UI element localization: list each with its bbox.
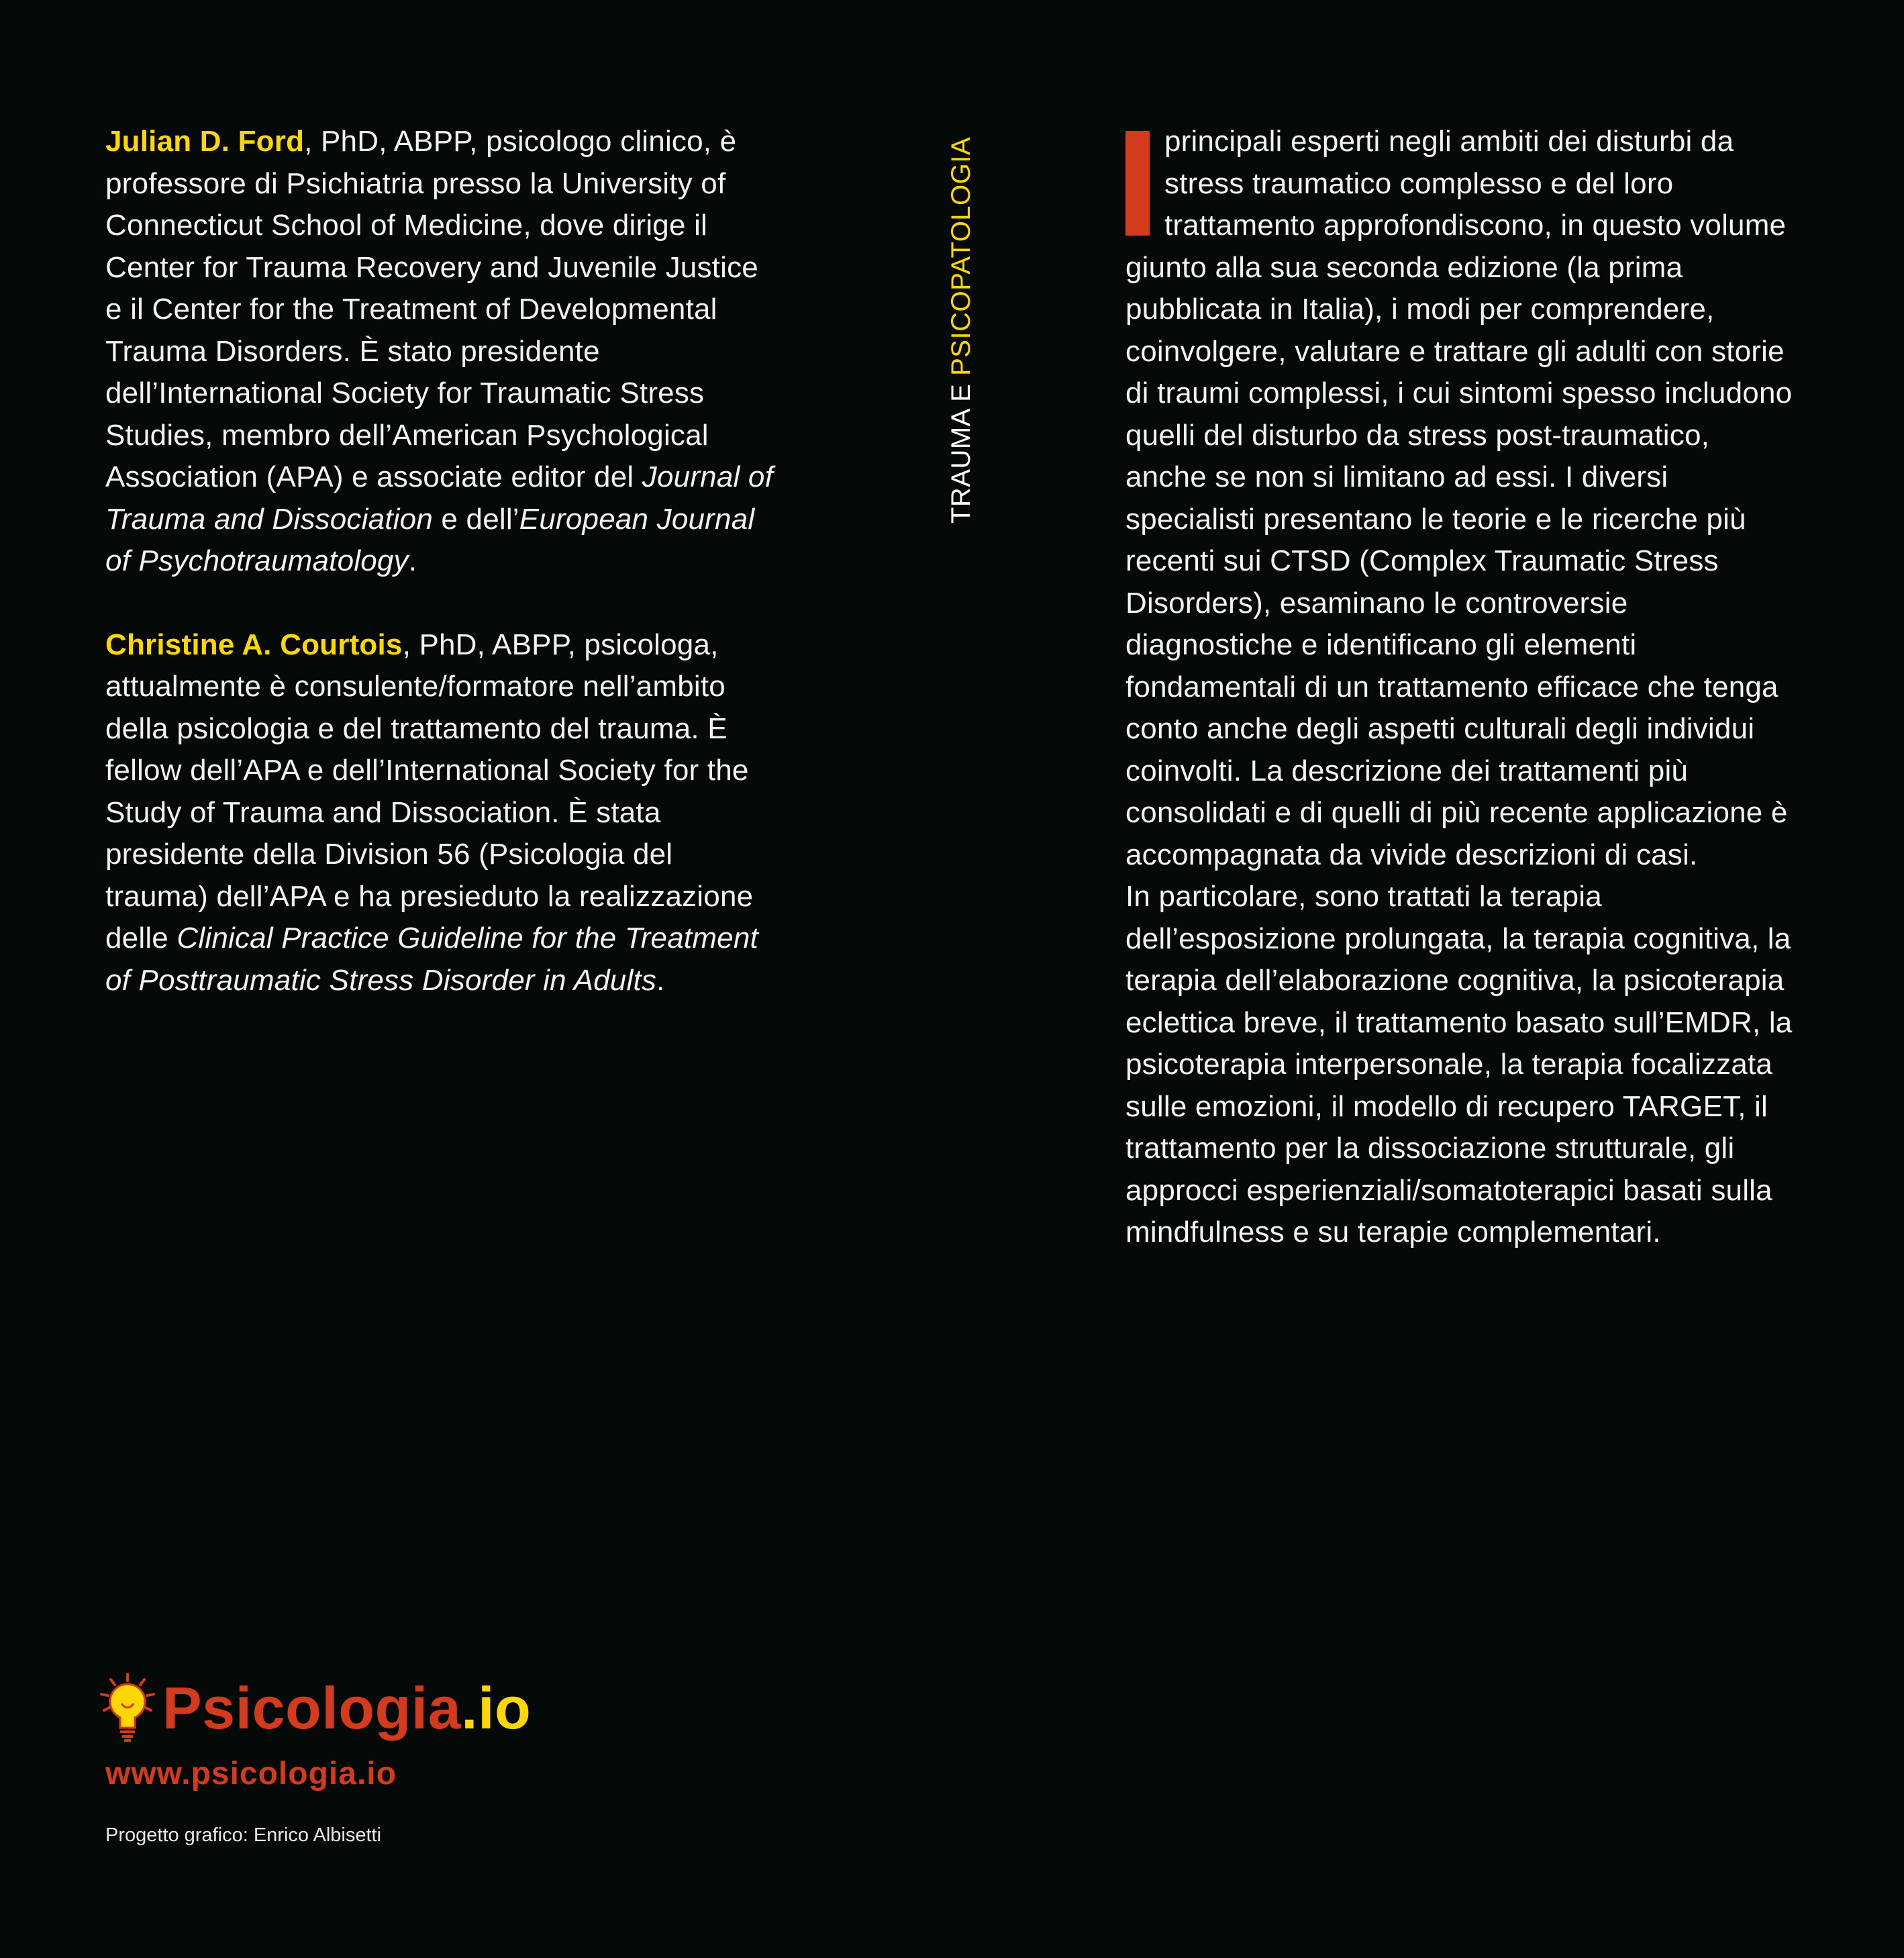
- bio-julian-ford: [105, 121, 776, 583]
- series-title-part1: TRAUMA E: [946, 375, 976, 524]
- logo-tld: .io: [461, 1675, 532, 1741]
- logo-name: Psicologia: [162, 1675, 462, 1741]
- guideline-title: Clinical Practice Guideline for the Treatment of Posttraumatic Stress Disorder in Adults: [105, 922, 758, 997]
- lightbulb-icon: [97, 1671, 161, 1745]
- description-paragraph-2: In particolare, sono trattati la terapia dell’esposizione prolungata, la terapia cognitiva, la terapia dell’elaborazione cognitiva, la psicoterapia eclettica breve, il trattamento basato sull’EMDR, la psicoterapia interpersonale, la terapia focalizzata sulle emozioni, il modello di recupero TARGET, il trattamento per la dissociazione strutturale, gli approcci esperienziali/somatoterapici basati sulla mindfulness e su terapie complementari.: [1125, 880, 1793, 1249]
- book-description: [1125, 121, 1797, 1254]
- description-paragraph-1: principali esperti negli ambiti dei disturbi da stress traumatico complesso e del loro trattamento approfondiscono, in questo volume giunto alla sua seconda edizione (la prima pubblicata in Italia), i modi per comprendere, coinvolgere, valutare e trattare gli adulti con storie di traumi complessi, i cui sintomi spesso includono quelli del disturbo da stress post-traumatico, anche se non si limitano ad essi. I diversi specialisti presentano le teorie e le ricerche più recenti sui CTSD (Complex Traumatic Stress Disorders), esaminano le controversie diagnostiche e identificano gli elementi fondamentali di un trattamento efficace che tenga conto anche degli aspetti culturali degli individui coinvolti. La descrizione dei trattamenti più consolidati e di quelli di più recente applicazione è accompagnata da vivide descrizioni di casi.: [1125, 125, 1793, 871]
- drop-cap-bar: [1125, 131, 1150, 236]
- journal-title: European Journal of Psychotraumatology: [105, 502, 755, 577]
- bio-text: .: [656, 963, 665, 997]
- design-credit: Progetto grafico: Enrico Albisetti: [105, 1824, 382, 1846]
- series-title: [946, 137, 976, 524]
- bio-text: , PhD, ABPP, psicologa, attualmente è consulente/formatore nell’ambito della psicologia e del trattamento del trauma. È fellow dell’APA e dell’International Society for the Study of Trauma and Dissociation. È stata presidente della Division 56 (Psicologia del trauma) dell’APA e ha presieduto la realizzazione delle: [105, 628, 754, 954]
- author-name: Julian D. Ford: [105, 125, 305, 158]
- bio-christine-courtois: [105, 624, 776, 1002]
- publisher-logo: [97, 1671, 531, 1745]
- series-title-part2: PSICOPATOLOGIA: [946, 136, 976, 376]
- bio-text: e dell’: [433, 502, 519, 536]
- logo-wordmark: [162, 1674, 531, 1743]
- author-bios: [105, 121, 776, 1001]
- journal-title: Journal of Trauma and Dissociation: [105, 460, 774, 536]
- bio-text: , PhD, ABPP, psicologo clinico, è professore di Psichiatria presso la University of Connecticut School of Medicine, dove dirige il Center for Trauma Recovery and Juvenile Justice e il Center for the Treatment of Developmental Trauma Disorders. È stato presidente dell’International Society for Traumatic Stress Studies, membro dell’American Psychological Association (APA) e associate editor del: [105, 125, 758, 493]
- bio-text: .: [408, 544, 417, 577]
- author-name: Christine A. Courtois: [105, 628, 403, 661]
- publisher-url[interactable]: www.psicologia.io: [105, 1756, 397, 1792]
